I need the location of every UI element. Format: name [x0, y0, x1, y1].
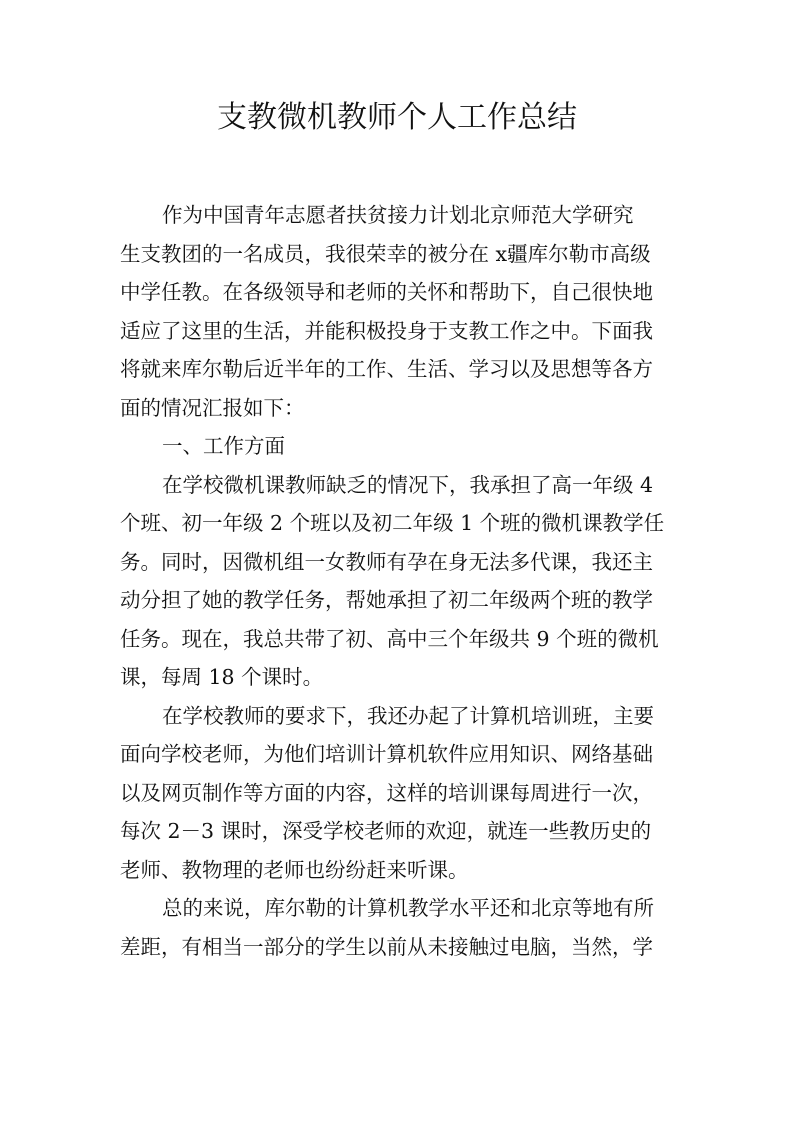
text-line: 动分担了她的教学任务，帮她承担了初二年级两个班的教学: [120, 588, 653, 612]
text-line: 每次 2－3 课时，深受学校老师的欢迎，就连一些教历史的: [120, 819, 652, 843]
document-title: 支教微机教师个人工作总结: [217, 100, 577, 135]
text-line: 差距，有相当一部分的学生以前从未接触过电脑，当然，学: [120, 934, 653, 959]
text-line: 面向学校老师，为他们培训计算机软件应用知识、网络基础: [120, 742, 653, 766]
document-body: [120, 196, 680, 966]
text-line: 面的情况汇报如下：: [120, 395, 305, 420]
text-line: 老师、教物理的老师也纷纷赶来听课。: [120, 857, 469, 882]
text-line: 个班、初一年级 2 个班以及初二年级 1 个班的微机课教学任: [120, 511, 665, 535]
text-line: 在学校教师的要求下，我还办起了计算机培训班，主要: [162, 703, 654, 728]
text-line: 任务。现在，我总共带了初、高中三个年级共 9 个班的微机: [120, 626, 659, 651]
text-line: 课，每周 18 个课时。: [120, 665, 324, 689]
text-line: 一、工作方面: [162, 434, 285, 458]
text-line: 务。同时，因微机组一女教师有孕在身无法多代课，我还主: [120, 549, 653, 574]
text-line: 适应了这里的生活，并能积极投身于支教工作之中。下面我: [120, 318, 653, 343]
text-line: 在学校微机课教师缺乏的情况下，我承担了高一年级 4: [162, 472, 654, 497]
text-line: 作为中国青年志愿者扶贫接力计划北京师范大学研究: [162, 203, 634, 227]
text-line: 以及网页制作等方面的内容，这样的培训课每周进行一次，: [120, 780, 653, 805]
text-line: 生支教团的一名成员，我很荣幸的被分在 x疆库尔勒市高级: [120, 241, 651, 266]
text-line: 中学任教。在各级领导和老师的关怀和帮助下，自己很快地: [120, 280, 653, 304]
text-line: 总的来说，库尔勒的计算机教学水平还和北京等地有所: [162, 896, 654, 920]
text-line: 将就来库尔勒后近半年的工作、生活、学习以及思想等各方: [120, 357, 653, 381]
